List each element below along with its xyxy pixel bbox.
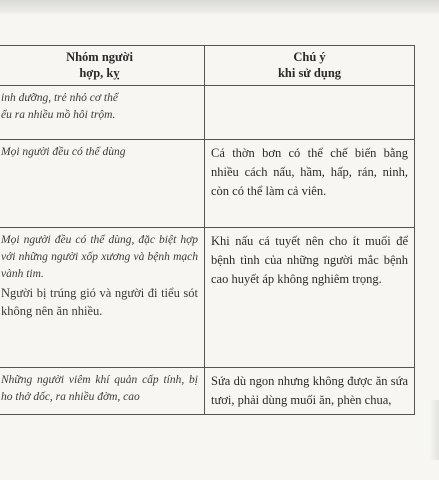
column-header-notes <box>205 46 415 86</box>
column-header-group-line2: hợp, kỵ <box>79 65 120 80</box>
table-cell-notes <box>205 368 415 415</box>
table-row <box>0 86 415 140</box>
table-header-row <box>0 46 415 86</box>
cell-text: Cá thờn bơn có thể chế biến bằng nhiều cách nấu, hầm, hấp, rán, ninh, còn có thể làm cả viên. <box>211 146 408 198</box>
table-cell-group <box>0 86 205 140</box>
cell-text: inh dưỡng, trẻ nhỏ cơ thể ểu ra nhiều mồ hôi trộm. <box>1 92 118 121</box>
column-header-group-line1: Nhóm người <box>66 50 133 64</box>
cell-text: Mọi người đều có thể dùng, đặc biệt hợp với những người xốp xương và bệnh mạch vành tim. <box>1 234 198 280</box>
cell-text: Mọi người đều có thể dùng <box>1 146 126 159</box>
table-cell-group <box>0 368 205 415</box>
cell-text-extra: Người bị trúng gió và người đi tiểu sót không nên ăn nhiều. <box>1 286 198 319</box>
cell-text: Sứa dù ngon nhưng không được ăn sứa tươi, phải dùng muối ăn, phèn chua, <box>211 374 408 407</box>
table-cell-notes <box>205 140 415 228</box>
cell-text: Khi nấu cá tuyết nên cho ít muối để bệnh tình của những người mắc bệnh cao huyết áp không nghiêm trọng. <box>211 234 408 286</box>
cell-text: Những người viêm khí quản cấp tính, bị ho thở dốc, ra nhiều đờm, cao <box>1 374 198 403</box>
column-header-notes-line1: Chú ý <box>293 50 326 64</box>
table-cell-group <box>0 228 205 368</box>
page-top-edge <box>0 0 439 14</box>
page-edge-shadow <box>429 400 439 460</box>
food-usage-table <box>0 45 415 415</box>
table-cell-notes <box>205 86 415 140</box>
table-row <box>0 228 415 368</box>
table-row <box>0 368 415 415</box>
column-header-notes-line2: khi sử dụng <box>277 65 342 80</box>
table-row <box>0 140 415 228</box>
table-cell-notes <box>205 228 415 368</box>
column-header-group <box>0 46 205 86</box>
table-cell-group <box>0 140 205 228</box>
